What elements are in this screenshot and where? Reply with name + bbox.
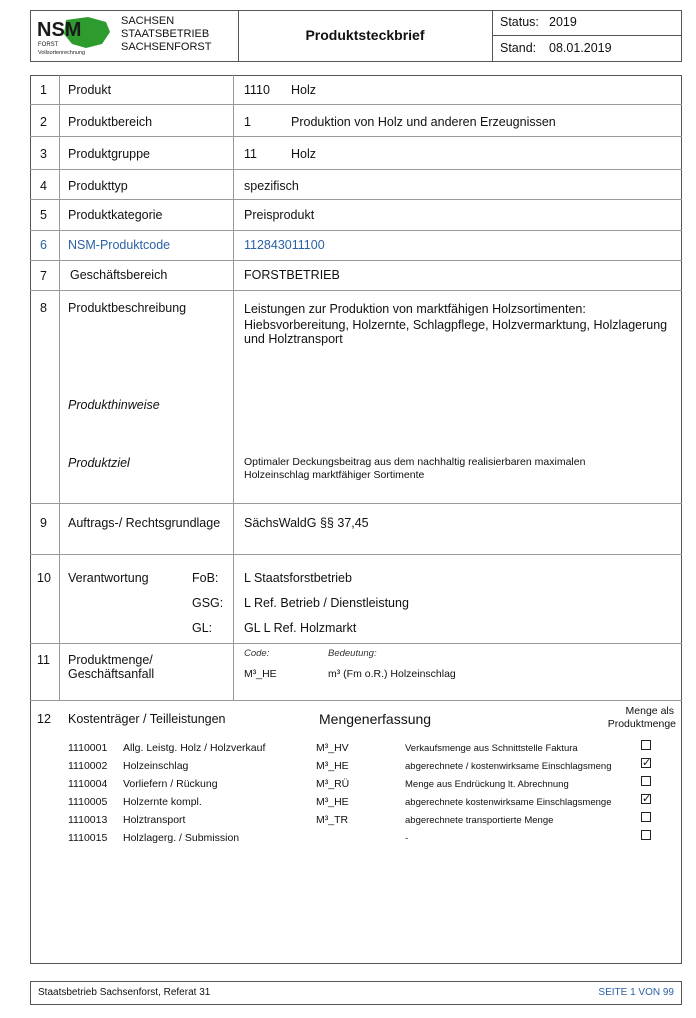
item-id: 1110001: [68, 742, 108, 754]
row-label: Produktkategorie: [68, 208, 163, 222]
row-label: Produktmenge/: [68, 653, 153, 667]
menge-als-heading: Menge als: [625, 705, 674, 717]
description-line: und Holztransport: [244, 332, 343, 346]
item-unit: M³_RÜ: [316, 778, 350, 790]
row-separator: [30, 104, 682, 105]
responsibility-key: GL:: [192, 621, 213, 635]
item-id: 1110004: [68, 778, 108, 790]
row-separator: [30, 260, 682, 261]
row-label: Produkttyp: [68, 179, 128, 193]
produktmenge-checkbox[interactable]: ✓: [642, 757, 652, 769]
item-description: Menge aus Endrückung lt. Abrechnung: [405, 779, 569, 790]
row-label: Produkt: [68, 83, 112, 97]
item-description: abgerechnete kostenwirksame Einschlagsmenge: [405, 797, 612, 808]
produktmenge-checkbox[interactable]: [641, 830, 651, 840]
bedeutung-heading: Bedeutung:: [328, 648, 377, 659]
item-name: Vorliefern / Rückung: [123, 778, 218, 790]
row-value: FORSTBETRIEB: [244, 268, 340, 282]
row-label: Produktbeschreibung: [68, 301, 187, 315]
logo-text: NSM: [37, 19, 82, 41]
logo-sub1: FORST: [38, 42, 59, 48]
menge-als-heading: Produktmenge: [607, 718, 676, 730]
ziel-line: Holzeinschlag marktfähiger Sortimente: [244, 469, 425, 481]
row-value: SächsWaldG §§ 37,45: [244, 516, 369, 530]
row-value: Holz: [291, 83, 317, 97]
row-value: Preisprodukt: [244, 208, 315, 222]
item-unit: M³_HV: [316, 742, 349, 754]
item-id: 1110005: [68, 796, 108, 808]
row-separator: [30, 700, 682, 701]
stand-label: Stand:: [500, 41, 537, 55]
header-divider-2: [492, 10, 493, 62]
nsm-code-value: 112843011100: [244, 238, 325, 252]
nsm-logo: [36, 14, 112, 58]
footer-page-number: SEITE 1 VON 99: [598, 987, 674, 998]
item-id: 1110013: [68, 814, 108, 826]
produktmenge-checkbox[interactable]: [641, 740, 651, 750]
produktmenge-checkbox[interactable]: [641, 776, 651, 786]
row-code: 1110: [244, 83, 270, 97]
row-separator: [30, 169, 682, 170]
produktziel-label: Produktziel: [68, 456, 130, 470]
row-separator: [30, 136, 682, 137]
page-title: Produktsteckbrief: [305, 27, 425, 43]
org-line-3: SACHSENFORST: [121, 41, 212, 53]
produktmenge-checkbox[interactable]: ✓: [642, 793, 652, 805]
item-name: Holzernte kompl.: [123, 796, 202, 808]
row-num: 5: [40, 208, 47, 222]
item-description: -: [405, 833, 409, 844]
responsibility-value: L Ref. Betrieb / Dienstleistung: [244, 596, 409, 610]
row-label: Produktbereich: [68, 115, 153, 129]
item-description: Verkaufsmenge aus Schnittstelle Faktura: [405, 743, 578, 754]
row-separator: [30, 290, 682, 291]
responsibility-value: L Staatsforstbetrieb: [244, 571, 352, 585]
row-value: spezifisch: [244, 179, 299, 193]
row-num: 1: [40, 83, 47, 97]
row-separator: [30, 230, 682, 231]
row-separator: [30, 503, 682, 504]
item-id: 1110015: [68, 832, 108, 844]
row-label: Geschäftsbereich: [70, 268, 168, 282]
row-separator: [30, 554, 682, 555]
row-num: 2: [40, 115, 47, 129]
header-divider-3: [492, 35, 682, 36]
produkthinweise-label: Produkthinweise: [68, 398, 160, 412]
description-line: Hiebsvorbereitung, Holzernte, Schlagpflege, Holzvermarktung, Holzlagerung: [244, 318, 668, 332]
row-separator: [30, 643, 682, 644]
row-label: Produktgruppe: [68, 147, 151, 161]
row-separator: [30, 199, 682, 200]
item-name: Holztransport: [123, 814, 186, 826]
nsm-code-label: NSM-Produktcode: [68, 238, 171, 252]
row-label: Geschäftsanfall: [68, 667, 155, 681]
quantity-code: M³_HE: [244, 668, 277, 680]
row-label: Kostenträger / Teilleistungen: [68, 712, 226, 726]
item-description: abgerechnete transportierte Menge: [405, 815, 554, 826]
item-unit: M³_TR: [316, 814, 349, 826]
row-num: 8: [40, 301, 47, 315]
org-line-2: STAATSBETRIEB: [121, 28, 210, 40]
row-num: 10: [37, 571, 51, 585]
item-name: Allg. Leistg. Holz / Holzverkauf: [123, 742, 266, 754]
item-unit: M³_HE: [316, 796, 349, 808]
item-description: abgerechnete / kostenwirksame Einschlagsmeng: [405, 761, 612, 772]
org-line-1: SACHSEN: [121, 15, 175, 27]
row-num: 9: [40, 516, 47, 530]
status-value: 2019: [549, 15, 577, 29]
stand-value: 08.01.2019: [549, 41, 612, 55]
responsibility-key: FoB:: [192, 571, 219, 585]
mengen-heading: Mengenerfassung: [319, 711, 432, 727]
row-code: 11: [244, 147, 257, 161]
description-line: Leistungen zur Produktion von marktfähigen Holzsortimenten:: [244, 302, 586, 316]
logo-sub2: Vollsortenrechnung: [38, 50, 86, 56]
code-heading: Code:: [244, 648, 270, 659]
row-num: 3: [40, 147, 47, 161]
produktmenge-checkbox[interactable]: [641, 812, 651, 822]
ziel-line: Optimaler Deckungsbeitrag aus dem nachhaltig realisierbaren maximalen: [244, 456, 586, 468]
row-num: 6: [40, 238, 47, 252]
row-label: Verantwortung: [68, 571, 149, 585]
footer-left: Staatsbetrieb Sachsenforst, Referat 31: [38, 987, 211, 998]
responsibility-key: GSG:: [192, 596, 224, 610]
item-name: Holzeinschlag: [123, 760, 189, 772]
quantity-meaning: m³ (Fm o.R.) Holzeinschlag: [328, 668, 456, 680]
row-value: Holz: [291, 147, 317, 161]
responsibility-value: GL L Ref. Holzmarkt: [244, 621, 357, 635]
row-num: 12: [37, 712, 51, 726]
item-unit: M³_HE: [316, 760, 349, 772]
item-id: 1110002: [68, 760, 108, 772]
row-value: Produktion von Holz und anderen Erzeugnissen: [291, 115, 556, 129]
row-num: 11: [37, 653, 50, 667]
row-num: 4: [40, 179, 47, 193]
row-num: 7: [40, 269, 47, 283]
row-code: 1: [244, 115, 251, 129]
item-name: Holzlagerg. / Submission: [123, 832, 240, 844]
status-label: Status:: [500, 15, 539, 29]
row-label: Auftrags-/ Rechtsgrundlage: [68, 516, 221, 530]
